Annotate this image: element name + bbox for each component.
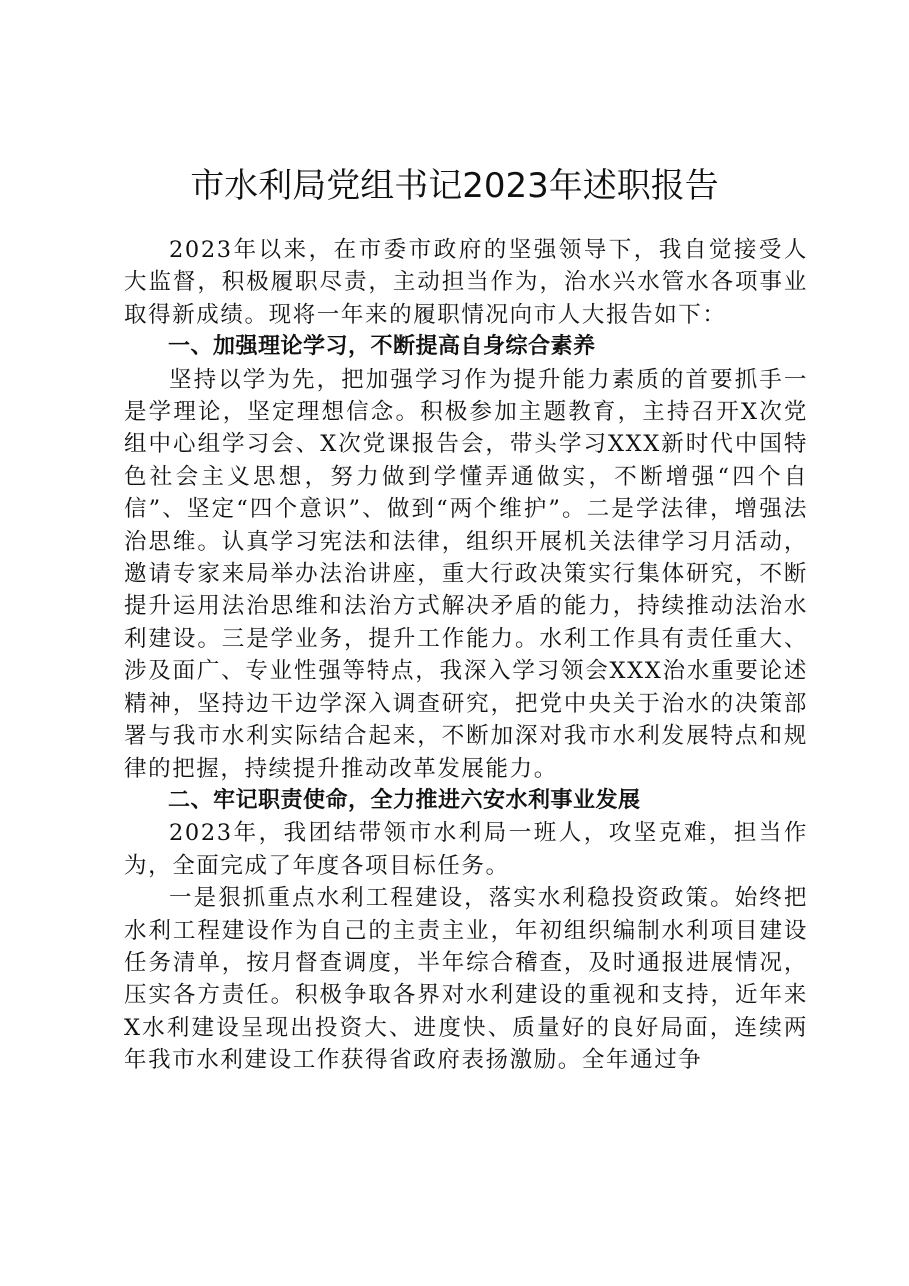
document-body	[124, 234, 808, 1077]
section-2-heading: 二、牢记职责使命，全力推进六安水利事业发展	[168, 787, 641, 813]
document-title: 市水利局党组书记2023年述职报告	[190, 166, 719, 206]
section-1-heading: 一、加强理论学习，不断提高自身综合素养	[168, 334, 596, 360]
section-2-paragraph-1: 2023年，我团结带领市水利局一班人，攻坚克难，担当作为，全面完成了年度各项目标任务。	[124, 820, 808, 879]
section-2-paragraph-2: 一是狠抓重点水利工程建设，落实水利稳投资政策。始终把水利工程建设作为自己的主责主业，年初组织编制水利项目建设任务清单，按月督查调度，半年综合稽查，及时通报进展情况，压实各方责任。积极争取各界对水利建设的重视和支持，近年来X水利建设呈现出投资大、进度快、质量好的良好局面，连续两年我市水利建设工作获得省政府表扬激励。全年通过争	[124, 885, 808, 1074]
intro-paragraph: 2023年以来，在市委市政府的坚强领导下，我自觉接受人大监督，积极履职尽责，主动担当作为，治水兴水管水各项事业取得新成绩。现将一年来的履职情况向市人大报告如下：	[124, 237, 808, 328]
section-1-paragraph: 坚持以学为先，把加强学习作为提升能力素质的首要抓手一是学理论，坚定理想信念。积极参加主题教育，主持召开X次党组中心组学习会、X次党课报告会，带头学习XXX新时代中国特色社会主义思想，努力做到学懂弄通做实，不断增强“四个自信”、坚定“四个意识”、做到“两个维护”。二是学法律，增强法治思维。认真学习宪法和法律，组织开展机关法律学习月活动，邀请专家来局举办法治讲座，重大行政决策实行集体研究，不断提升运用法治思维和法治方式解决矛盾的能力，持续推动法治水利建设。三是学业务，提升工作能力。水利工作具有责任重大、涉及面广、专业性强等特点，我深入学习领会XXX治水重要论述精神，坚持边干边学深入调查研究，把党中央关于治水的决策部署与我市水利实际结合起来，不断加深对我市水利发展特点和规律的把握，持续提升推动改革发展能力。	[124, 366, 808, 782]
